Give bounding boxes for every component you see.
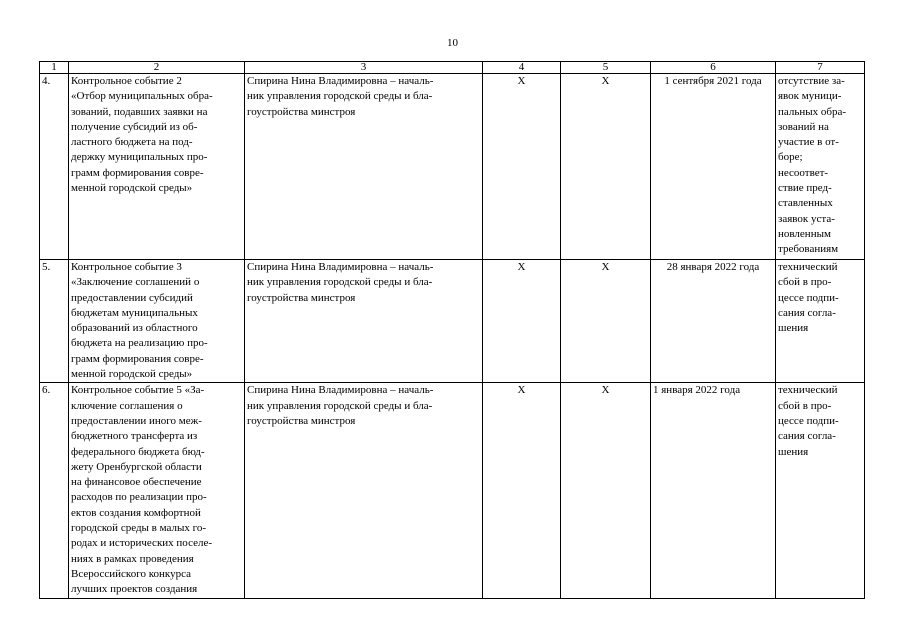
col4-cell: X <box>483 260 561 383</box>
date-cell: 1 января 2022 года <box>651 383 776 598</box>
control-event-cell: Контрольное событие 2 «Отбор муниципальных обра- зований, подавших заявки на получение субсидий из об- ластного бюджета на под- держку муниципальных про- грамм формирования совре- менной городской среды» <box>69 74 245 260</box>
header-cell-5: 5 <box>561 62 651 74</box>
header-cell-3: 3 <box>245 62 483 74</box>
row-number: 4. <box>40 74 69 260</box>
col5-cell: X <box>561 383 651 598</box>
responsible-cell: Спирина Нина Владимировна – началь- ник управления городской среды и бла- гоустройства минстроя <box>245 260 483 383</box>
col5-cell: X <box>561 260 651 383</box>
row-number: 5. <box>40 260 69 383</box>
reason-cell: технический сбой в про- цессе подпи- сания согла- шения <box>776 260 865 383</box>
date-cell: 1 сентября 2021 года <box>651 74 776 260</box>
table-row <box>40 74 865 260</box>
table-row <box>40 260 865 383</box>
page-number: 10 <box>447 37 458 49</box>
control-events-table <box>39 61 865 599</box>
control-event-cell: Контрольное событие 3 «Заключение соглашений о предоставлении субсидий бюджетам муниципальных образований из областного бюджета на реализацию про- грамм формирования совре- менной городской среды» <box>69 260 245 383</box>
col5-cell: X <box>561 74 651 260</box>
control-event-cell: Контрольное событие 5 «За- ключение соглашения о предоставлении иного меж- бюджетного трансферта из федерального бюджета бюд- жету Оренбургской области на финансовое обеспечение расходов по реализации про- ектов создания комфортной городской среды в малых го- родах и исторических поселе- ниях в рамках проведения Всероссийского конкурса лучших проектов создания <box>69 383 245 598</box>
header-cell-1: 1 <box>40 62 69 74</box>
reason-cell: отсутствие за- явок муници- пальных обра- зований на участие в от- боре; несоответ- ствие пред- ставленных заявок уста- новленным требованиям <box>776 74 865 260</box>
col4-cell: X <box>483 74 561 260</box>
row-number: 6. <box>40 383 69 598</box>
date-cell: 28 января 2022 года <box>651 260 776 383</box>
header-cell-2: 2 <box>69 62 245 74</box>
header-cell-6: 6 <box>651 62 776 74</box>
header-cell-7: 7 <box>776 62 865 74</box>
col4-cell: X <box>483 383 561 598</box>
table-header-row <box>40 62 865 74</box>
responsible-cell: Спирина Нина Владимировна – началь- ник управления городской среды и бла- гоустройства минстроя <box>245 383 483 598</box>
table-row <box>40 383 865 598</box>
responsible-cell: Спирина Нина Владимировна – началь- ник управления городской среды и бла- гоустройства минстроя <box>245 74 483 260</box>
reason-cell: технический сбой в про- цессе подпи- сания согла- шения <box>776 383 865 598</box>
header-cell-4: 4 <box>483 62 561 74</box>
